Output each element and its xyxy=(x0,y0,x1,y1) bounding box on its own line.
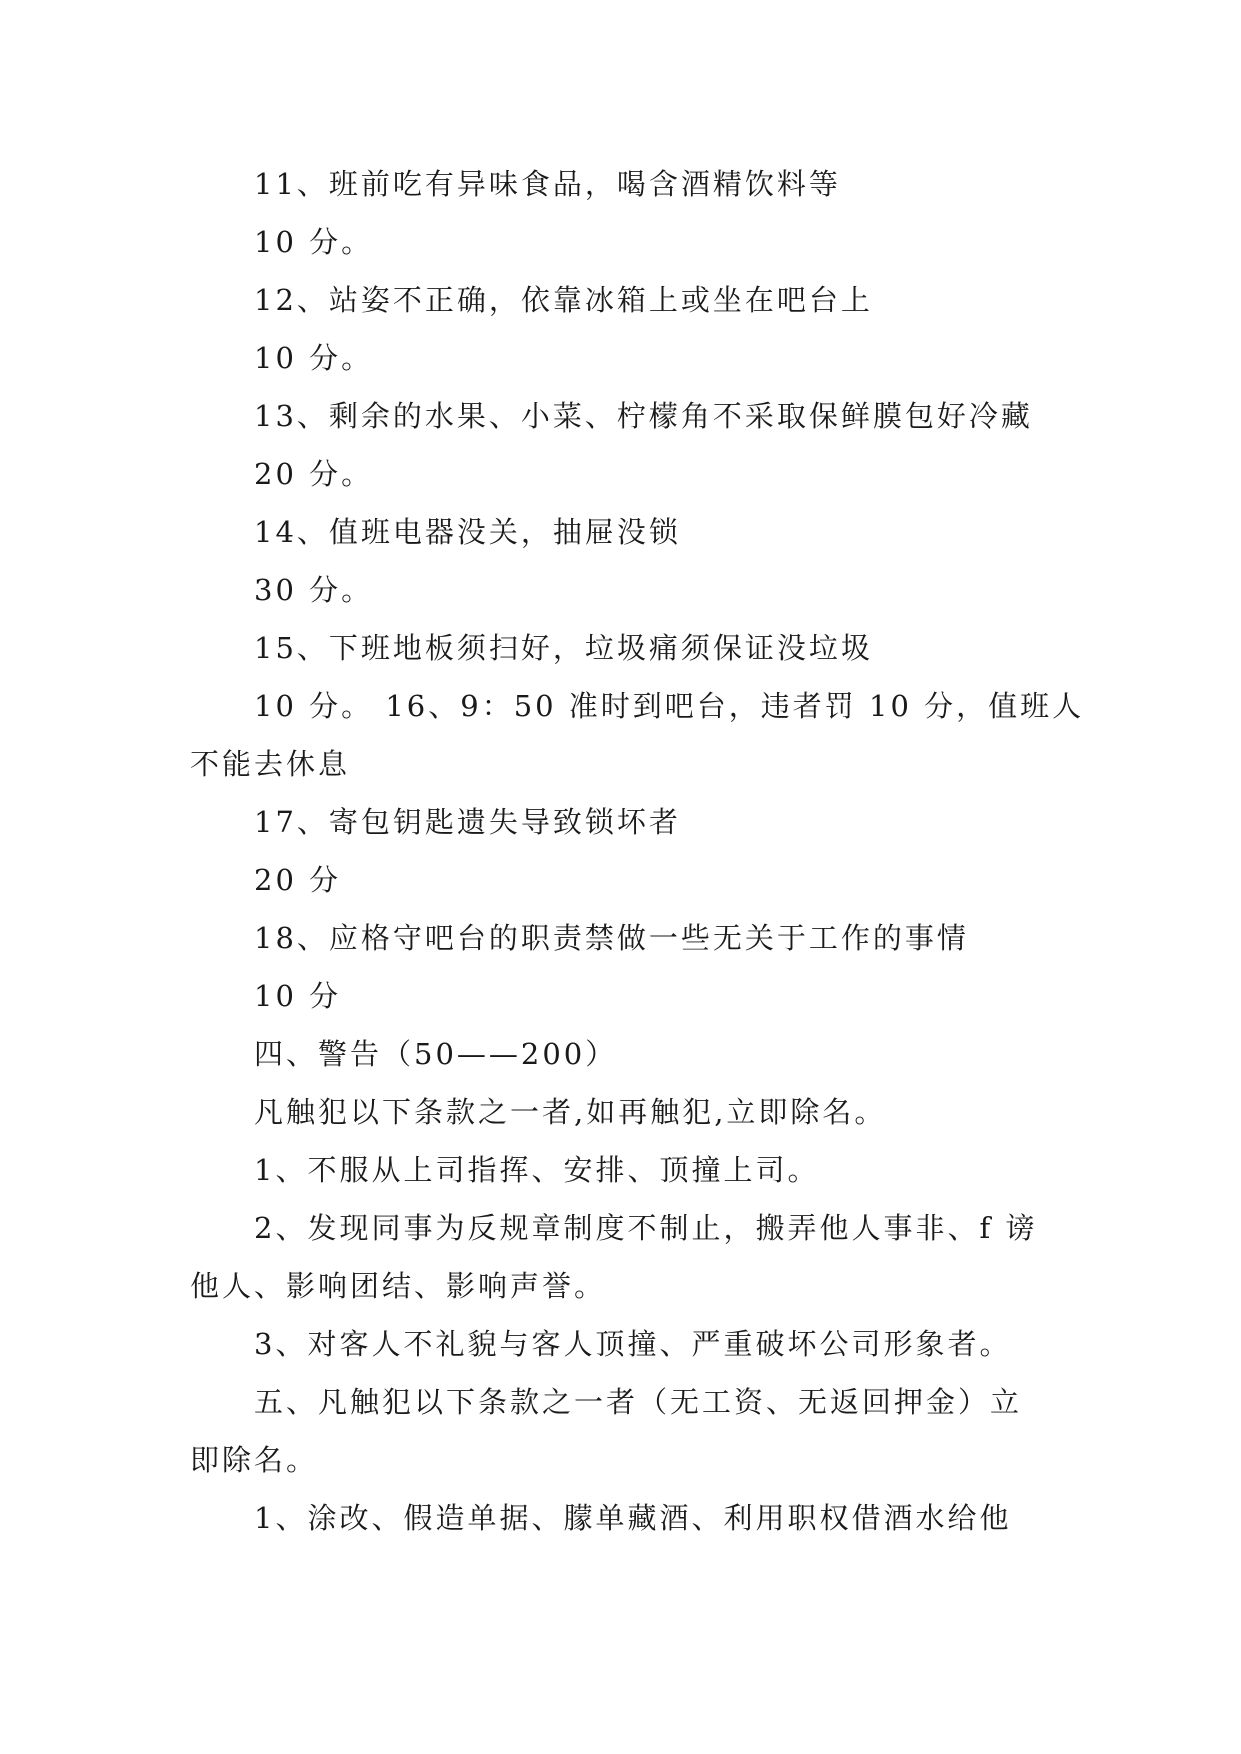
text-line: 15、下班地板须扫好，垃圾痛须保证没垃圾 xyxy=(254,631,873,665)
section-heading: 四、警告（50——200） xyxy=(254,1037,618,1071)
text-line: 10 分。 xyxy=(254,225,374,259)
text-line: 10 分。 xyxy=(254,341,374,375)
text-line: 30 分。 xyxy=(254,573,374,607)
text-line: 12、站姿不正确，依靠冰箱上或坐在吧台上 xyxy=(254,283,873,317)
text-line: 不能去休息 xyxy=(190,747,351,781)
text-line: 凡触犯以下条款之一者,如再触犯,立即除名。 xyxy=(254,1095,887,1129)
text-line: 1、不服从上司指挥、安排、顶撞上司。 xyxy=(254,1153,820,1187)
document-page xyxy=(190,155,1085,1547)
text-line: 10 分。 16、9：50 准时到吧台，违者罚 10 分，值班人 xyxy=(254,689,1085,723)
text-line: 3、对客人不礼貌与客人顶撞、严重破坏公司形象者。 xyxy=(254,1327,1012,1361)
text-line: 13、剩余的水果、小菜、柠檬角不采取保鲜膜包好冷藏 xyxy=(254,399,1033,433)
text-line: 17、寄包钥匙遗失导致锁坏者 xyxy=(254,805,681,839)
text-line: 18、应格守吧台的职责禁做一些无关于工作的事情 xyxy=(254,921,969,955)
text-line: 20 分。 xyxy=(254,457,374,491)
text-line: 2、发现同事为反规章制度不制止，搬弄他人事非、f 谤 xyxy=(254,1211,1038,1245)
section-heading: 五、凡触犯以下条款之一者（无工资、无返回押金）立 xyxy=(254,1385,1023,1419)
text-line: 20 分 xyxy=(254,863,342,897)
text-line: 11、班前吃有异味食品，喝含酒精饮料等 xyxy=(254,167,841,201)
text-line: 即除名。 xyxy=(190,1443,319,1477)
text-line: 14、值班电器没关，抽屉没锁 xyxy=(254,515,681,549)
text-line: 他人、影响团结、影响声誉。 xyxy=(190,1269,607,1303)
text-line: 1、涂改、假造单据、朦单藏酒、利用职权借酒水给他 xyxy=(254,1501,1012,1535)
text-line: 10 分 xyxy=(254,979,342,1013)
